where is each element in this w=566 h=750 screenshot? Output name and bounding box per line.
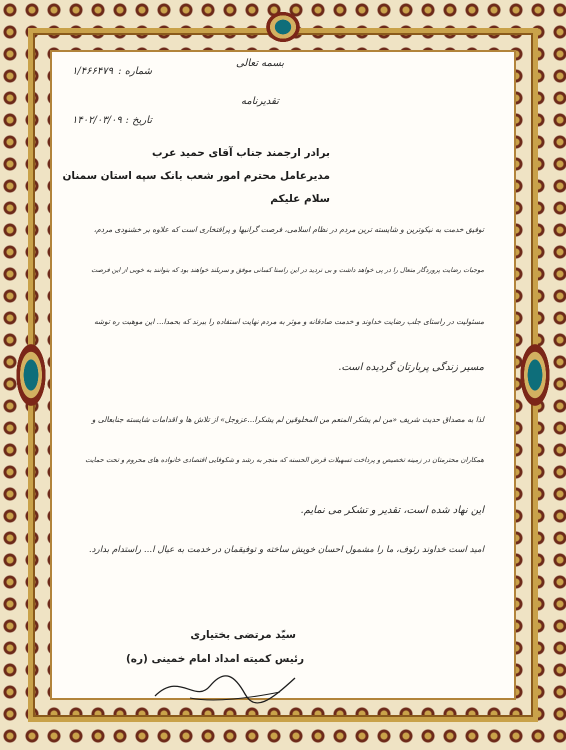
body-line: توفیق خدمت به نیکوترین و شایسته ترین مردم در نظام اسلامی، فرصت گرانبها و پرافتخاری است که علاوه بر خشنودی مردم، [93,225,484,234]
signer-title: رئیس کمیته امداد امام خمینی (ره) [125,653,304,665]
body-line: لذا به مصداق حدیث شریف «من لم یشکر المنعم من المخلوقین لم یشکرا...عزوجل» از تلاش ها و اقدامات شایسته جنابعالی و [91,415,484,424]
right-medallion-ornament [518,339,552,411]
left-medallion-ornament [14,339,48,411]
body-line: همکاران محترمتان در زمینه تخصیص و پرداخت تسهیلات قرض الحسنه که منجر به رشد و شکوفایی اقتصادی خانواده های محروم و تحت حمایت [85,456,484,464]
date-value: ۱۴۰۲/۰۳/۰۹ [72,115,122,126]
body-line: مسیر زندگی پربارتان گردیده است. [338,362,484,373]
bismillah-heading: بسمه تعالی [235,58,285,69]
recipient-name: برادر ارجمند جناب آقای حمید عرب [152,147,330,159]
body-line: این نهاد شده است، تقدیر و تشکر می نمایم. [300,505,484,516]
number-value: ۱/۴۶۶۴۷۹ [72,66,113,77]
signer-name: سیّد مرتضی بختیاری [190,629,296,641]
body-line: مسئولیت در راستای جلب رضایت خداوند و خدمت صادقانه و موثر به مردم نهایت استفاده را ببرند که بحمدا... این موهبت ره توشه [94,317,484,326]
recipient-position: مدیرعامل محترم امور شعب بانک سپه استان سمنان [62,170,330,182]
date-label: تاریخ : [125,115,152,126]
number-label: شماره : [118,66,152,77]
handwritten-signature [150,666,300,706]
body-line: موجبات رضایت پروردگار متعال را در پی خواهد داشت و بی تردید در این راستا کسانی موفق و سربلند خواهند بود که بتوانند به خوبی از این فرصت [91,266,484,274]
greeting: سلام علیکم [270,193,330,205]
letter-title: تقدیرنامه [241,96,279,107]
top-medallion-ornament [264,10,302,44]
body-line: امید است خداوند رئوف، ما را مشمول احسان خویش ساخته و توفیقمان در خدمت به عیال ا... راستدام بدارد. [88,545,484,555]
